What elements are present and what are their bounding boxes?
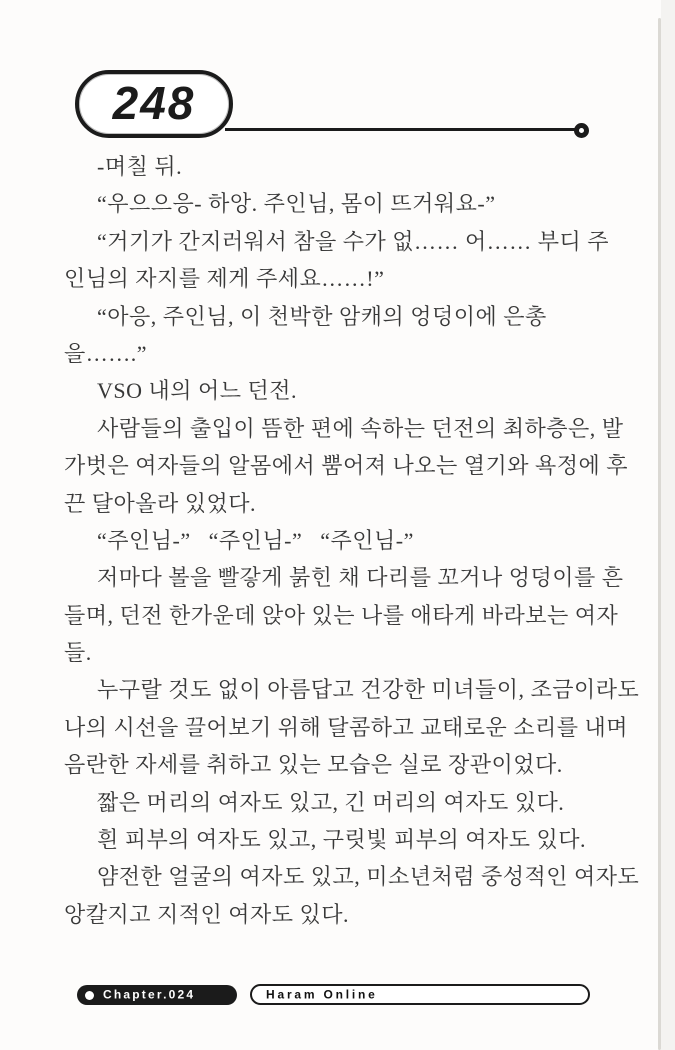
- chapter-badge: [77, 985, 237, 1005]
- text-line: 들.: [64, 640, 92, 666]
- text-line: 을…….”: [64, 340, 148, 366]
- book-title-badge: [250, 984, 590, 1005]
- text-line: 흰 피부의 여자도 있고, 구릿빛 피부의 여자도 있다.: [97, 827, 587, 853]
- text-line: “거기가 간지러워서 참을 수가 없…… 어…… 부디 주: [97, 228, 610, 254]
- text-line: -며칠 뒤.: [97, 154, 183, 179]
- text-line: 얌전한 얼굴의 여자도 있고, 미소년처럼 중성적인 여자도: [97, 864, 640, 890]
- text-line: “우으으응- 하앙. 주인님, 몸이 뜨거워요-”: [97, 191, 496, 217]
- text-line: 인님의 자지를 제게 주세요……!”: [64, 266, 385, 292]
- text-line: 누구랄 것도 없이 아름답고 건강한 미녀들이, 조금이라도: [97, 677, 640, 703]
- bullet-dot-icon: [85, 991, 94, 1000]
- text-line: 끈 달아올라 있었다.: [64, 490, 257, 516]
- chapter-label: Chapter.024: [103, 987, 196, 1002]
- body-text: [64, 148, 640, 933]
- text-line: 앙칼지고 지적인 여자도 있다.: [64, 901, 350, 927]
- text-line: VSO 내의 어느 던전.: [97, 378, 298, 404]
- text-line: 들며, 던전 한가운데 앉아 있는 나를 애타게 바라보는 여자: [64, 602, 619, 628]
- page-number: 248: [112, 77, 196, 129]
- text-line: 음란한 자세를 취하고 있는 모습은 실로 장관이었다.: [64, 752, 563, 778]
- book-title-label: Haram Online: [266, 987, 378, 1001]
- text-line: 사람들의 출입이 뜸한 편에 속하는 던전의 최하층은, 발: [97, 415, 624, 441]
- page-edge-shadow: [658, 18, 661, 1050]
- text-line: “주인님-” “주인님-” “주인님-”: [97, 527, 414, 553]
- page-edge-paper: [661, 0, 675, 1050]
- header-rule: [225, 128, 578, 131]
- text-line: 짧은 머리의 여자도 있고, 긴 머리의 여자도 있다.: [97, 789, 565, 815]
- text-line: 나의 시선을 끌어보기 위해 달콤하고 교태로운 소리를 내며: [64, 714, 629, 740]
- text-line: 저마다 볼을 빨갛게 붉힌 채 다리를 꼬거나 엉덩이를 흔: [97, 565, 624, 591]
- text-line: 가벗은 여자들의 알몸에서 뿜어져 나오는 열기와 욕정에 후: [64, 453, 629, 479]
- line-end-ring-icon: [574, 123, 589, 138]
- text-line: “아응, 주인님, 이 천박한 암캐의 엉덩이에 은총: [97, 303, 547, 329]
- page-number-badge: [75, 70, 233, 138]
